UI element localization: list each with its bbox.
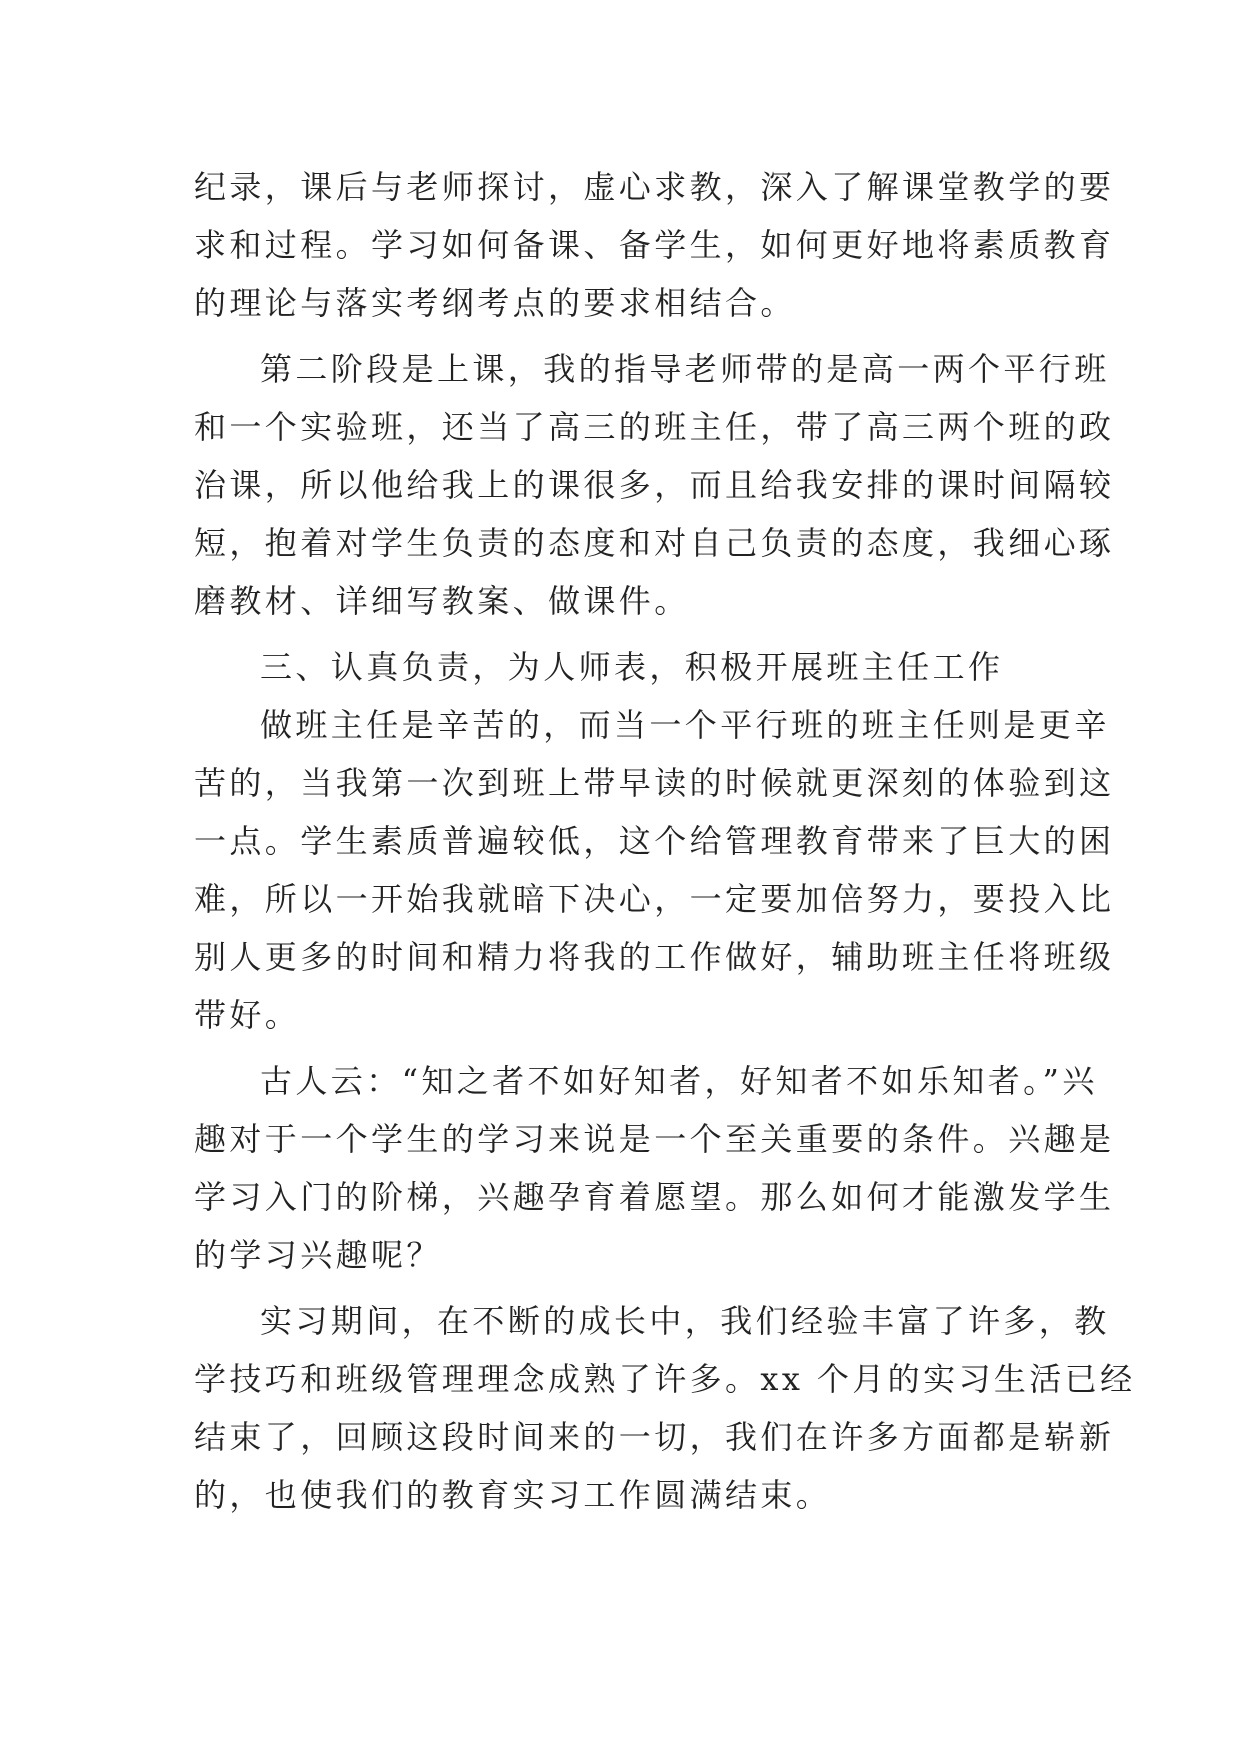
text-line: 古人云：“知之者不如好知者，好知者不如乐知者。”兴 xyxy=(260,1062,1098,1100)
text-line: 别人更多的时间和精力将我的工作做好，辅助班主任将班级 xyxy=(194,938,1115,976)
text-line: 的理论与落实考纲考点的要求相结合。 xyxy=(194,284,796,322)
text-line: 求和过程。学习如何备课、备学生，如何更好地将素质教育 xyxy=(194,226,1115,264)
text-line: 磨教材、详细写教案、做课件。 xyxy=(194,582,690,620)
text-line: 的，也使我们的教育实习工作圆满结束。 xyxy=(194,1476,832,1514)
text-line: 做班主任是辛苦的，而当一个平行班的班主任则是更辛 xyxy=(260,706,1110,744)
section-heading: 三、认真负责，为人师表，积极开展班主任工作 xyxy=(260,648,1004,686)
text-line: 难，所以一开始我就暗下决心，一定要加倍努力，要投入比 xyxy=(194,880,1115,918)
text-line: 学习入门的阶梯，兴趣孕育着愿望。那么如何才能激发学生 xyxy=(194,1178,1115,1216)
text-line: 和一个实验班，还当了高三的班主任，带了高三两个班的政 xyxy=(194,408,1115,446)
text-line: 实习期间，在不断的成长中，我们经验丰富了许多，教 xyxy=(260,1302,1110,1340)
text-line: 带好。 xyxy=(194,996,301,1034)
text-line: 短，抱着对学生负责的态度和对自己负责的态度，我细心琢 xyxy=(194,524,1115,562)
text-line: 苦的，当我第一次到班上带早读的时候就更深刻的体验到这 xyxy=(194,764,1115,802)
text-line: 第二阶段是上课，我的指导老师带的是高一两个平行班 xyxy=(260,350,1110,388)
text-line: 结束了，回顾这段时间来的一切，我们在许多方面都是崭新 xyxy=(194,1418,1115,1456)
text-line: 治课，所以他给我上的课很多，而且给我安排的课时间隔较 xyxy=(194,466,1115,504)
text-line: 纪录，课后与老师探讨，虚心求教，深入了解课堂教学的要 xyxy=(194,168,1115,206)
text-line: 趣对于一个学生的学习来说是一个至关重要的条件。兴趣是 xyxy=(194,1120,1115,1158)
text-line: 一点。学生素质普遍较低，这个给管理教育带来了巨大的困 xyxy=(194,822,1115,860)
text-line: 学技巧和班级管理理念成熟了许多。xx 个月的实习生活已经 xyxy=(194,1360,1136,1398)
text-line: 的学习兴趣呢？ xyxy=(194,1236,442,1274)
document-body xyxy=(194,158,1136,1524)
